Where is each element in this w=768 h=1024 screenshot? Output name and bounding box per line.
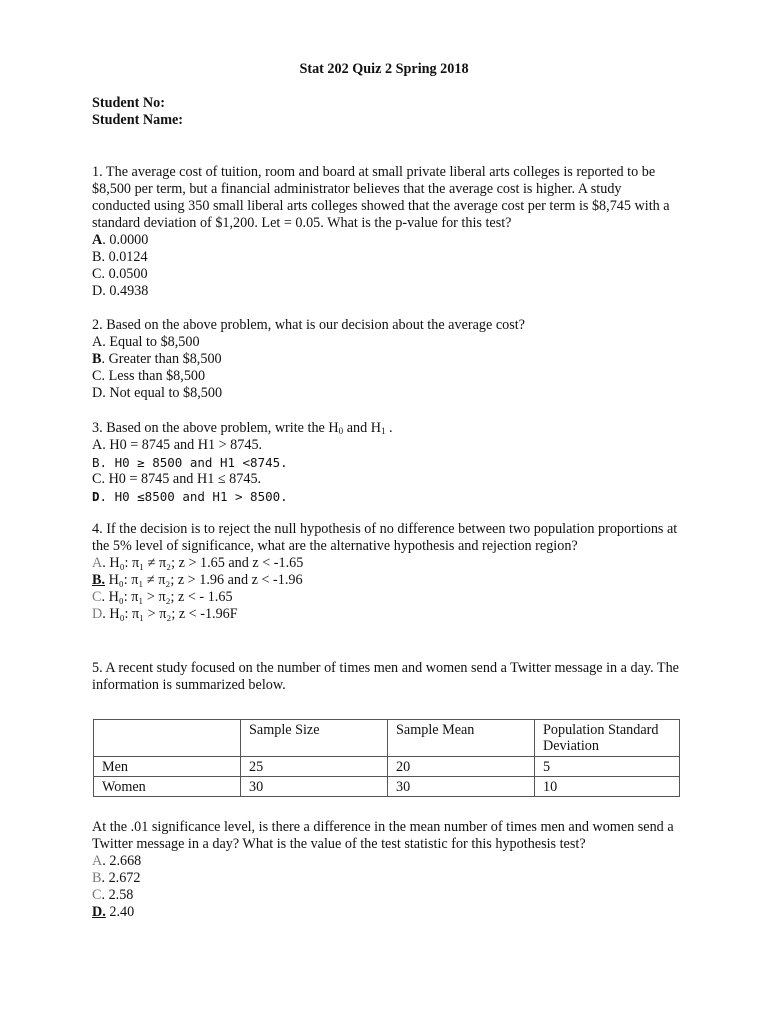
option-text: . 0.4938 bbox=[102, 283, 149, 299]
q4-option-c bbox=[92, 589, 682, 606]
table-cell: Women bbox=[94, 777, 241, 797]
option-text: . H0 ≥ 8500 and H1 <8745. bbox=[99, 455, 288, 470]
q3-subscript: 0 bbox=[338, 426, 344, 436]
option-letter: A bbox=[92, 232, 103, 248]
option-letter: C bbox=[92, 589, 102, 605]
q3-text-part: 3. Based on the above problem, write the H bbox=[92, 420, 339, 436]
table-header-cell: Population Standard Deviation bbox=[535, 720, 680, 757]
q2-option-d bbox=[92, 385, 682, 402]
q5-option-d bbox=[92, 904, 682, 921]
option-letter: C bbox=[92, 887, 102, 903]
option-text: . 2.672 bbox=[101, 870, 141, 886]
option-text: . Not equal to $8,500 bbox=[102, 385, 223, 401]
option-text: . 2.58 bbox=[101, 887, 134, 903]
question-5-part-2 bbox=[92, 819, 682, 921]
q2-option-a bbox=[92, 334, 682, 351]
q3-option-b bbox=[92, 454, 682, 471]
q3-text-part: and H bbox=[343, 420, 381, 436]
option-text: . H₀: π₁ > π₂; z < -1.96F bbox=[102, 606, 238, 622]
option-letter: D bbox=[92, 385, 103, 401]
page-title: Stat 202 Quiz 2 Spring 2018 bbox=[299, 61, 469, 77]
q5-option-a bbox=[92, 853, 682, 870]
question-4 bbox=[92, 521, 682, 623]
q4-option-d bbox=[92, 606, 682, 623]
question-5-text: 5. A recent study focused on the number of times men and women send a Twitter message in a day. The information is summarized below. bbox=[92, 660, 679, 693]
question-2-text: 2. Based on the above problem, what is our decision about the average cost? bbox=[92, 317, 525, 333]
student-name-label: Student Name: bbox=[92, 112, 184, 128]
table-cell: 10 bbox=[535, 777, 680, 797]
option-letter: B bbox=[92, 351, 102, 367]
option-letter: D bbox=[92, 489, 100, 504]
question-5 bbox=[92, 660, 682, 694]
q3-option-a bbox=[92, 437, 682, 454]
option-letter: D bbox=[92, 283, 103, 299]
table-row bbox=[94, 757, 680, 777]
q3-text-part: . bbox=[385, 420, 393, 436]
option-text: . 0.0124 bbox=[101, 249, 148, 265]
option-letter: C bbox=[92, 368, 102, 384]
option-letter: B bbox=[92, 455, 100, 470]
option-letter: C bbox=[92, 266, 102, 282]
q5-option-b bbox=[92, 870, 682, 887]
option-text: . H₀: π₁ ≠ π₂; z > 1.65 and z < -1.65 bbox=[102, 555, 304, 571]
q1-option-c bbox=[92, 266, 682, 283]
option-text: . 2.668 bbox=[102, 853, 142, 869]
option-text: H₀: π₁ ≠ π₂; z > 1.96 and z < -1.96 bbox=[105, 572, 303, 588]
twitter-data-table bbox=[93, 719, 680, 797]
option-letter: B bbox=[92, 870, 102, 886]
table-header-row bbox=[94, 720, 680, 757]
option-text: . H0 = 8745 and H1 ≤ 8745. bbox=[101, 471, 262, 487]
option-text: . 0.0000 bbox=[102, 232, 149, 248]
table-header-cell: Sample Size bbox=[241, 720, 388, 757]
option-text: . 0.0500 bbox=[101, 266, 148, 282]
option-text: . H0 ≤8500 and H1 > 8500. bbox=[99, 489, 288, 504]
q1-option-a bbox=[92, 232, 682, 249]
option-text: . H0 = 8745 and H1 > 8745. bbox=[102, 437, 263, 453]
option-letter: A bbox=[92, 555, 103, 571]
option-letter: B bbox=[92, 249, 102, 265]
question-2 bbox=[92, 317, 682, 402]
question-5-question: At the .01 significance level, is there a difference in the mean number of times men and women send a Twitter message in a day? What is the value of the test statistic for this hypothesis test? bbox=[92, 819, 674, 852]
q1-option-d bbox=[92, 283, 682, 300]
q1-option-b bbox=[92, 249, 682, 266]
q3-option-c bbox=[92, 471, 682, 488]
q5-option-c bbox=[92, 887, 682, 904]
table-row bbox=[94, 777, 680, 797]
student-no-label: Student No: bbox=[92, 95, 165, 111]
question-1-text: 1. The average cost of tuition, room and board at small private liberal arts colleges is reported to be $8,500 per term, but a financial administrator believes that the average cost is higher. A study conducted using 350 small liberal arts colleges showed that the average cost per term is $8,745 with a standard deviation of $1,200. Let = 0.05. What is the p-value for this test? bbox=[92, 164, 670, 231]
table-cell: Men bbox=[94, 757, 241, 777]
option-text: 2.40 bbox=[105, 904, 135, 920]
q2-option-c bbox=[92, 368, 682, 385]
option-letter: C bbox=[92, 471, 102, 487]
question-1 bbox=[92, 164, 682, 300]
q3-subscript: 1 bbox=[380, 426, 386, 436]
table-cell: 30 bbox=[388, 777, 535, 797]
table-header-cell bbox=[94, 720, 241, 757]
question-3 bbox=[92, 420, 682, 505]
question-3-text bbox=[92, 420, 682, 437]
table-cell: 30 bbox=[241, 777, 388, 797]
option-text: . Less than $8,500 bbox=[101, 368, 206, 384]
option-text: . Equal to $8,500 bbox=[102, 334, 200, 350]
option-letter: A bbox=[92, 853, 103, 869]
option-text: . H₀: π₁ > π₂; z < - 1.65 bbox=[101, 589, 233, 605]
question-4-text: 4. If the decision is to reject the null hypothesis of no difference between two population proportions at the 5% level of significance, what are the alternative hypothesis and rejection region? bbox=[92, 521, 678, 554]
table-cell: 5 bbox=[535, 757, 680, 777]
q4-option-b bbox=[92, 572, 682, 589]
option-letter: D. bbox=[92, 904, 106, 920]
option-letter: A bbox=[92, 437, 103, 453]
table-header-cell: Sample Mean bbox=[388, 720, 535, 757]
option-letter: A bbox=[92, 334, 103, 350]
option-text: . Greater than $8,500 bbox=[101, 351, 222, 367]
option-letter: B. bbox=[92, 572, 106, 588]
table-cell: 25 bbox=[241, 757, 388, 777]
table-cell: 20 bbox=[388, 757, 535, 777]
q3-option-d bbox=[92, 488, 682, 505]
q4-option-a bbox=[92, 555, 682, 572]
q2-option-b bbox=[92, 351, 682, 368]
option-letter: D bbox=[92, 606, 103, 622]
